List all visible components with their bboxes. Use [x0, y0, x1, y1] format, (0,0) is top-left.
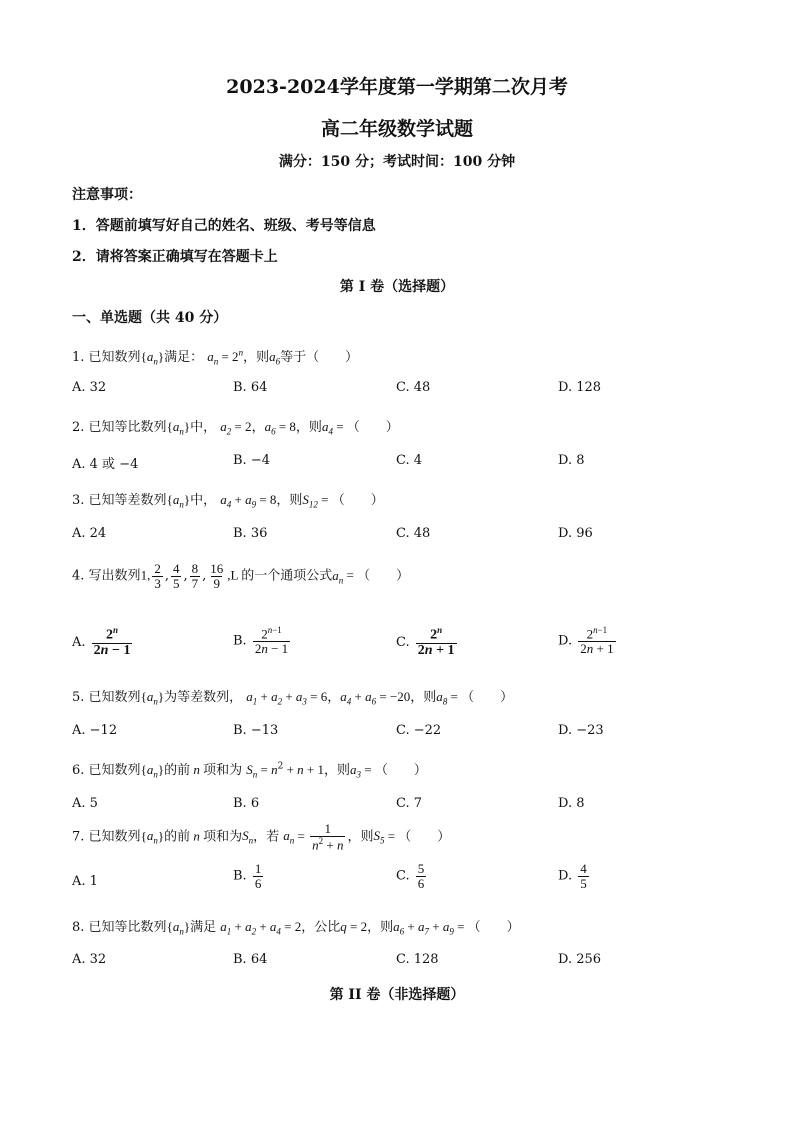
exam-subtitle: 高二年级数学试题	[320, 118, 473, 140]
option-a: A. 1	[72, 874, 98, 889]
option-c: C. $\frac{2^n}{2n + 1}$	[396, 625, 455, 659]
option-b: B. $\frac{2^{n-1}}{2n - 1}$	[233, 625, 289, 656]
option-c: C. 48	[396, 380, 431, 395]
score-line: 满分：150 分；考试时间：100 分钟	[278, 154, 516, 170]
option-c: C. 4	[396, 453, 423, 468]
option-b: B. −4	[233, 453, 270, 468]
question-2: 2. 已知等比数列$\{a_n\}$中， $a_2 = 2$，$a_6 = 8$，则$a_4$ = （ ）	[72, 419, 399, 437]
option-b: B. 64	[233, 380, 268, 395]
question-3: 3. 已知等差数列$\{a_n\}$中， $a_4 + a_9 = 8$，则$S_{12}$ = （ ）	[72, 492, 384, 510]
note-item: 1．答题前填写好自己的姓名、班级、考号等信息	[72, 218, 376, 234]
notes-heading: 注意事项：	[72, 187, 142, 203]
option-b: B. −13	[233, 723, 279, 738]
option-c: C. 48	[396, 526, 431, 541]
question-7: 7. 已知数列$\{a_n\}$的前 n 项和为$S_n$，若 $a_n$ = $\frac{1}{n^2 + n}$ ，则$S_5$ = （ ）	[72, 821, 451, 852]
option-d: D. 128	[558, 380, 602, 395]
option-a: A. 32	[72, 380, 107, 395]
option-d: D. 96	[558, 526, 593, 541]
option-c: C. 128	[396, 952, 439, 967]
option-b: B. 36	[233, 526, 268, 541]
question-1: 1. 已知数列$\{a_n\}$满足： $a_n = 2^n$，则$a_6$等于（ ）	[72, 347, 359, 367]
question-5: 5. 已知数列$\{a_n\}$为等差数列， $a_1 + a_2 + a_3 = 6$，$a_4 + a_6 = -20$，则$a_8$ = （ ）	[72, 689, 514, 707]
section-heading: 一、单选题（共 40 分）	[72, 310, 228, 326]
option-a: A. 24	[72, 526, 107, 541]
option-d: D. $\frac{2^{n-1}}{2n + 1}$	[558, 625, 614, 656]
option-a: A. $\frac{2^n}{2n - 1}$	[72, 625, 131, 659]
exam-title: 2023-2024学年度第一学期第二次月考	[226, 76, 568, 98]
option-d: D. $\frac{4}{5}$	[558, 861, 587, 891]
note-item: 2．请将答案正确填写在答题卡上	[72, 249, 278, 265]
question-8: 8. 已知等比数列$\{a_n\}$满足 $a_1 + a_2 + a_4 = 2$，公比q = 2，则$a_6 + a_7 + a_9$ = （ ）	[72, 919, 520, 937]
option-d: D. 8	[558, 453, 585, 468]
option-a: A. 32	[72, 952, 107, 967]
option-c: C. $\frac{5}{6}$	[396, 861, 425, 891]
option-b: B. 64	[233, 952, 268, 967]
option-c: C. 7	[396, 796, 423, 811]
option-d: D. 8	[558, 796, 585, 811]
question-4: 4. 写出数列1, $\frac{2}{3}$ , $\frac{4}{5}$ , $\frac{8}{7}$ , $\frac{16}{9}$ ,L 的一个通项公式$a_n$ = （ ）	[72, 561, 410, 591]
option-a: A. 5	[72, 796, 98, 811]
part1-title: 第 I 卷（选择题）	[339, 279, 455, 295]
option-d: D. 256	[558, 952, 602, 967]
question-6: 6. 已知数列$\{a_n\}$的前 n 项和为 $S_n = n^2 + n + 1$，则$a_3$ = （ ）	[72, 761, 427, 780]
option-d: D. −23	[558, 723, 604, 738]
option-a: A. 4 或 −4	[72, 457, 139, 472]
option-b: B. 6	[233, 796, 260, 811]
part2-title: 第 II 卷（非选择题）	[329, 987, 465, 1003]
option-a: A. −12	[72, 723, 118, 738]
option-c: C. −22	[396, 723, 442, 738]
option-b: B. $\frac{1}{6}$	[233, 861, 262, 891]
